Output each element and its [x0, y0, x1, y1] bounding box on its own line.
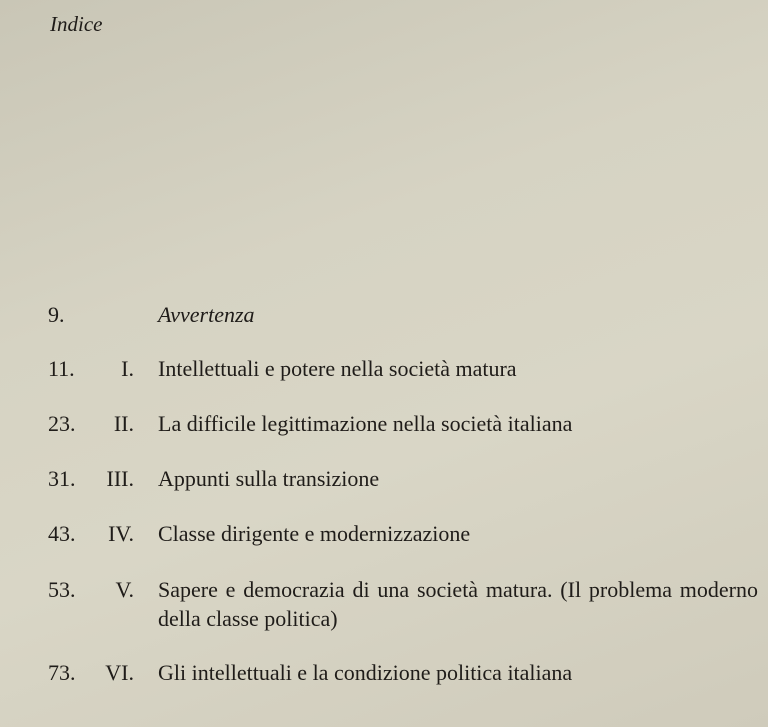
entry-title: Gli intellettuali e la condizione politica italiana: [158, 660, 573, 685]
page-number: 43.: [48, 521, 76, 546]
page-number: 9.: [48, 302, 65, 327]
entry-title: Avvertenza: [158, 302, 255, 327]
chapter-numeral: V.: [115, 577, 134, 602]
page-number: 53.: [48, 577, 76, 602]
entry-title: Intellettuali e potere nella società matura: [158, 356, 517, 381]
entry-title: La difficile legittimazione nella società italiana: [158, 411, 573, 436]
entry-title: Sapere e democrazia di una società matura. (Il problema moderno della classe politica): [158, 577, 758, 631]
page-number: 73.: [48, 660, 76, 685]
entry-title: Classe dirigente e modernizzazione: [158, 521, 471, 546]
page-heading: Indice: [50, 12, 103, 36]
page-number: 11.: [48, 356, 75, 381]
chapter-numeral: IV.: [108, 521, 134, 546]
chapter-numeral: II.: [113, 411, 134, 436]
chapter-numeral: I.: [121, 356, 134, 381]
page-number: 31.: [48, 466, 76, 491]
page-number: 23.: [48, 411, 76, 436]
entry-title: Appunti sulla transizione: [158, 466, 380, 491]
chapter-numeral: III.: [106, 466, 134, 491]
chapter-numeral: VI.: [105, 660, 134, 685]
